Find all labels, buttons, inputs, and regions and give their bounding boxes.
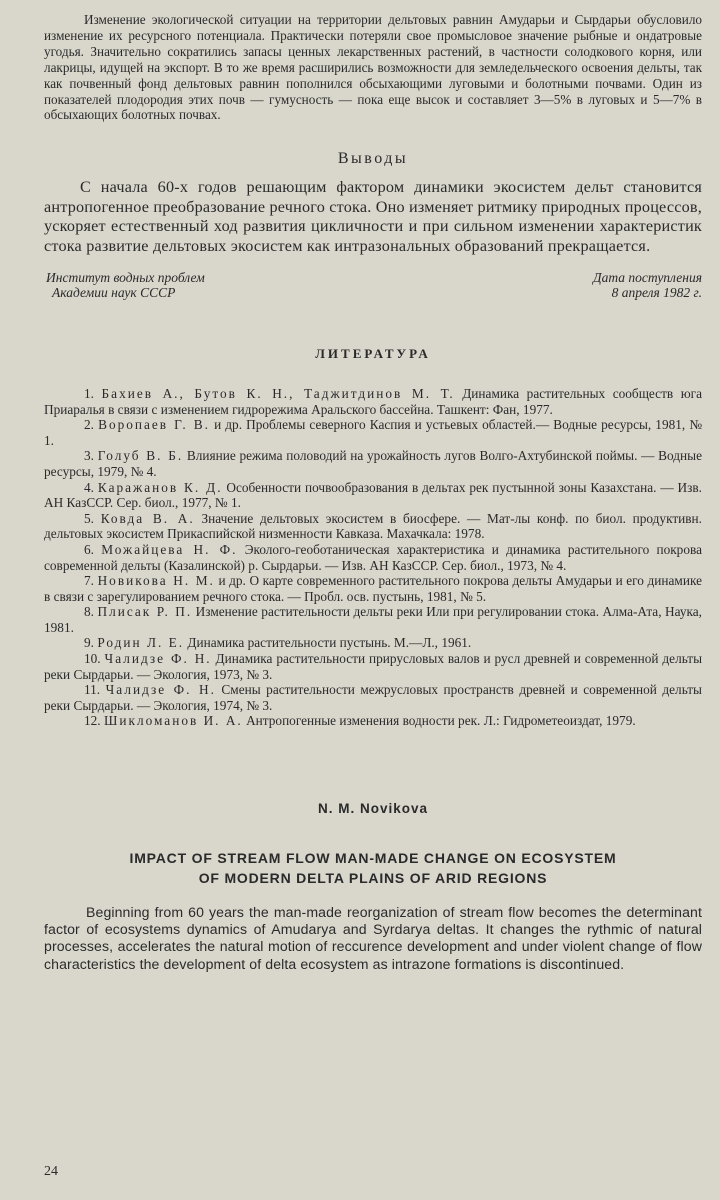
reference-item: 1. Бахиев А., Бутов К. Н., Таджитдинов М. Т. Динамика растительных сообществ юга Приаралья в связи с изменением гидрорежима Аральского бассейна. Ташкент: Фан, 1977. bbox=[44, 385, 702, 417]
reference-item: 3. Голуб В. Б. Влияние режима половодий на урожайность лугов Волго-Ахтубинской поймы. — Водные ресурсы, 1979, № 4. bbox=[44, 448, 702, 479]
conclusions-heading: Выводы bbox=[337, 150, 409, 168]
institution-line-1: Институт водных проблем bbox=[46, 269, 205, 285]
english-author: N. M. Novikova bbox=[317, 801, 429, 817]
institution bbox=[44, 270, 205, 300]
english-title-line-2: OF MODERN DELTA PLAINS OF ARID REGIONS bbox=[198, 870, 548, 887]
page-number: 24 bbox=[44, 1164, 58, 1179]
signature-block bbox=[44, 270, 702, 300]
receipt-date bbox=[593, 270, 702, 300]
english-title-line-1: IMPACT OF STREAM FLOW MAN-MADE CHANGE ON ECOSYSTEM bbox=[129, 850, 617, 867]
english-title bbox=[44, 848, 702, 888]
english-abstract: Beginning from 60 years the man-made reorganization of stream flow becomes the determinant factor of ecosystems dynamics of Amudarya and Syrdarya deltas. It changes the rythmic of natural processes, accelerates the natural motion of reccurence development and under violent change of flow characteristics the development of delta ecosystem as intrazone formations is discontinued. bbox=[44, 904, 702, 972]
date-line-2: 8 апреля 1982 г. bbox=[611, 284, 702, 300]
reference-item: 9. Родин Л. Е. Динамика растительности пустынь. М.—Л., 1961. bbox=[84, 635, 472, 651]
reference-item: 2. Воропаев Г. В. и др. Проблемы северного Каспия и устьевых областей.— Водные ресурсы, 1981, № 1. bbox=[44, 417, 703, 448]
top-paragraph: Изменение экологической ситуации на территории дельтовых равнин Амударьи и Сырдарьи обусловило изменение их ресурсного потенциала. Практически потеряли свое промысловое значение рыбные и ондатровые угодья. Значительно сократились запасы ценных лекарственных растений, в частности солодкового корня, или лакрицы, идущей на экспорт. В то же время расширились возможности для земледельческого освоения дельты, так как почвенный фонд дельтовых равнин пополнился обсыхающими луговыми и болотными почвами. Один из показателей плодородия этих почв — гумусность — пока еще высок и составляет 3—5% в луговых и 5—7% в обсыхающих болотных почвах. bbox=[44, 12, 702, 123]
reference-item: 7. Новикова Н. М. и др. О карте современного растительного покрова дельты Амударьи и его динамике в связи с зарегулированием речного стока. — Пробл. осв. пустынь, 1981, № 5. bbox=[44, 573, 702, 604]
reference-item: 5. Ковда В. А. Значение дельтовых экосистем в биосфере. — Мат-лы конф. по биол. продуктивн. дельтовых экосистем Прикаспийской низменности Кавказа. Махачкала: 1978. bbox=[44, 510, 702, 542]
conclusions-text: С начала 60-х годов решающим фактором динамики экосистем дельт становится антропогенное преобразование речного стока. Оно изменяет ритмику природных процессов, ускоряет естественный ход развития цикличности и при сильном изменении характеристик стока развитие дельтовых экосистем как интразональных образований прекращается. bbox=[44, 178, 702, 255]
institution-line-2: Академии наук СССР bbox=[52, 284, 176, 300]
reference-list bbox=[44, 386, 702, 729]
reference-item: 6. Можайцева Н. Ф. Эколого-геоботаническая характеристика и динамика растительного покрова современной дельты (Казалинской) р. Сырдарьи. — Изв. АН КазССР. Сер. биол., 1973, № 4. bbox=[44, 541, 702, 573]
reference-item: 8. Плисак Р. П. Изменение растительности дельты реки Или при регулировании стока. Алма-Ата, Наука, 1981. bbox=[44, 604, 702, 635]
reference-item: 10. Чалидзе Ф. Н. Динамика растительности прирусловых валов и русл древней и современной дельты реки Сырдарьи. — Экология, 1973, № 3. bbox=[44, 651, 703, 682]
literature-heading: ЛИТЕРАТУРА bbox=[315, 345, 431, 361]
reference-item: 12. Шикломанов И. А. Антропогенные изменения водности рек. Л.: Гидрометеоиздат, 1979. bbox=[84, 713, 636, 729]
reference-item: 11. Чалидзе Ф. Н. Смены растительности межрусловых пространств древней и современной дельты реки Сырдарьи. — Экология, 1974, № 3. bbox=[44, 682, 702, 713]
date-line-1: Дата поступления bbox=[593, 269, 702, 285]
reference-item: 4. Каражанов К. Д. Особенности почвообразования в дельтах рек пустынной зоны Казахстана. — Изв. АН КазССР. Сер. биол., 1977, № 1. bbox=[44, 479, 702, 511]
